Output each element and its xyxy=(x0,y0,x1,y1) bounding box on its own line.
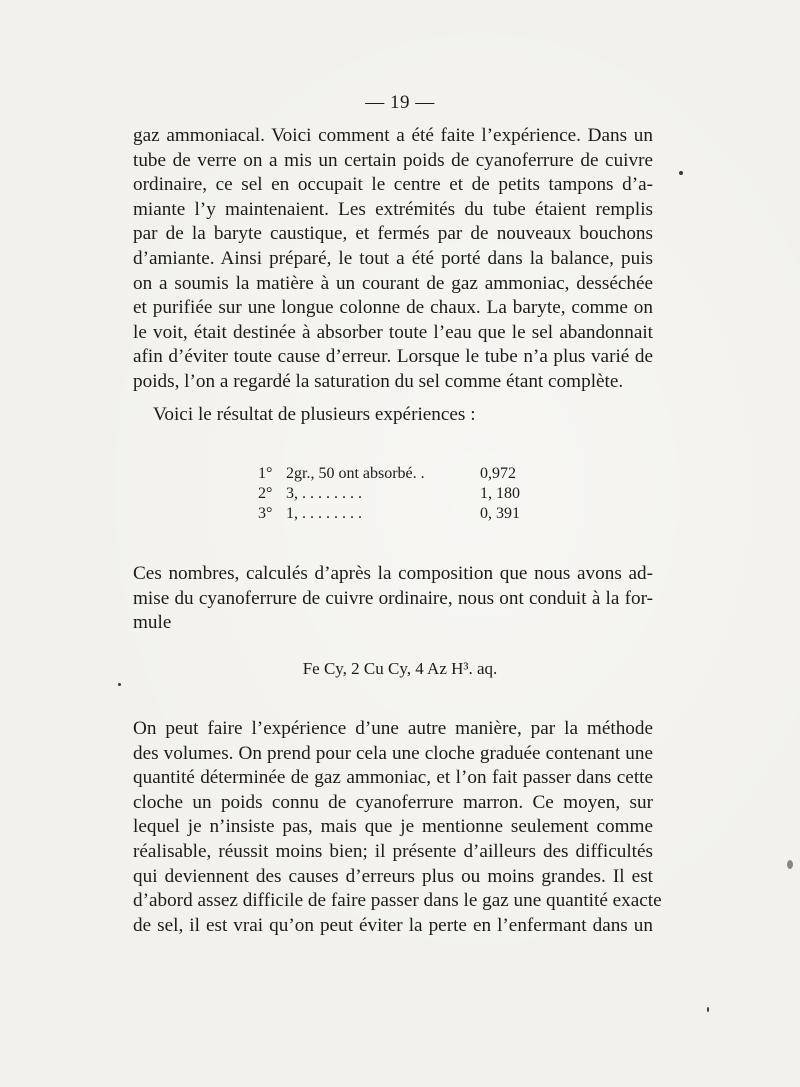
result-index: 1° xyxy=(258,465,273,482)
text-line: d’amiante. Ainsi préparé, le tout a été porté dans la balance, puis xyxy=(133,247,653,269)
page-number: — 19 — xyxy=(365,92,435,113)
text-line: quantité déterminée de gaz ammoniac, et l’on fait passer dans cette xyxy=(133,767,653,789)
result-index: 2° xyxy=(258,485,273,502)
text-line: des volumes. On prend pour cela une cloche graduée contenant une xyxy=(133,742,653,764)
text-line: Voici le résultat de plusieurs expériences : xyxy=(153,404,476,425)
result-index: 3° xyxy=(258,505,273,522)
text-line: ordinaire, ce sel en occupait le centre et de petits tampons d’a- xyxy=(133,174,653,196)
paragraph-volume-method xyxy=(133,717,662,938)
text-line: miante l’y maintenaient. Les extrémités du tube étaient remplis xyxy=(133,198,653,220)
text-line: tube de verre on a mis un certain poids de cyanoferrure de cuivre xyxy=(133,149,653,171)
text-line: par de la baryte caustique, et fermés par de nouveaux bouchons xyxy=(133,223,653,245)
text-line: gaz ammoniacal. Voici comment a été faite l’expérience. Dans un xyxy=(133,125,653,146)
paragraph-experiment xyxy=(133,124,653,395)
text-line: afin d’éviter toute cause d’erreur. Lorsque le tube n’a plus varié de xyxy=(133,346,653,368)
text-line: cloche un poids connu de cyanoferrure marron. Ce moyen, sur xyxy=(133,791,653,813)
result-description: 2gr., 50 ont absorbé. . xyxy=(286,465,425,482)
text-line: réalisable, réussit moins bien; il présente d’ailleurs des difficultés xyxy=(133,840,653,862)
text-line: et purifiée sur une longue colonne de chaux. La baryte, comme on xyxy=(133,297,653,319)
ink-speck xyxy=(707,1007,709,1012)
ink-speck xyxy=(118,683,121,686)
result-description: 1, . . . . . . . . xyxy=(286,505,362,522)
ink-speck xyxy=(787,860,793,869)
paragraph-formula-intro xyxy=(133,562,653,636)
text-line: mise du cyanoferrure de cuivre ordinaire, nous ont conduit à la for- xyxy=(133,587,653,609)
result-description: 3, . . . . . . . . xyxy=(286,485,362,502)
chemical-formula: Fe Cy, 2 Cu Cy, 4 Az H³. aq. xyxy=(302,659,498,678)
result-value: 0,972 xyxy=(480,465,516,482)
ink-speck xyxy=(679,171,683,175)
paragraph-results-intro xyxy=(153,403,483,428)
result-value: 0, 391 xyxy=(480,505,520,522)
text-line: On peut faire l’expérience d’une autre manière, par la méthode xyxy=(133,718,653,739)
text-line: d’abord assez difficile de faire passer dans le gaz une quantité exacte xyxy=(133,890,662,912)
text-line: poids, l’on a regardé la saturation du sel comme étant complète. xyxy=(133,370,624,392)
text-line: le voit, était destinée à absorber toute l’eau que le sel abandonnait xyxy=(133,321,653,343)
text-line: mule xyxy=(133,612,172,634)
result-value: 1, 180 xyxy=(480,485,520,502)
text-line: de sel, il est vrai qu’on peut éviter la perte en l’enfermant dans un xyxy=(133,914,653,936)
text-line: qui deviennent des causes d’erreurs plus ou moins grandes. Il est xyxy=(133,865,653,887)
text-line: Ces nombres, calculés d’après la composition que nous avons ad- xyxy=(133,563,653,584)
text-line: on a soumis la matière à un courant de gaz ammoniac, desséchée xyxy=(133,272,653,294)
text-line: lequel je n’insiste pas, mais que je mentionne seulement comme xyxy=(133,816,653,838)
